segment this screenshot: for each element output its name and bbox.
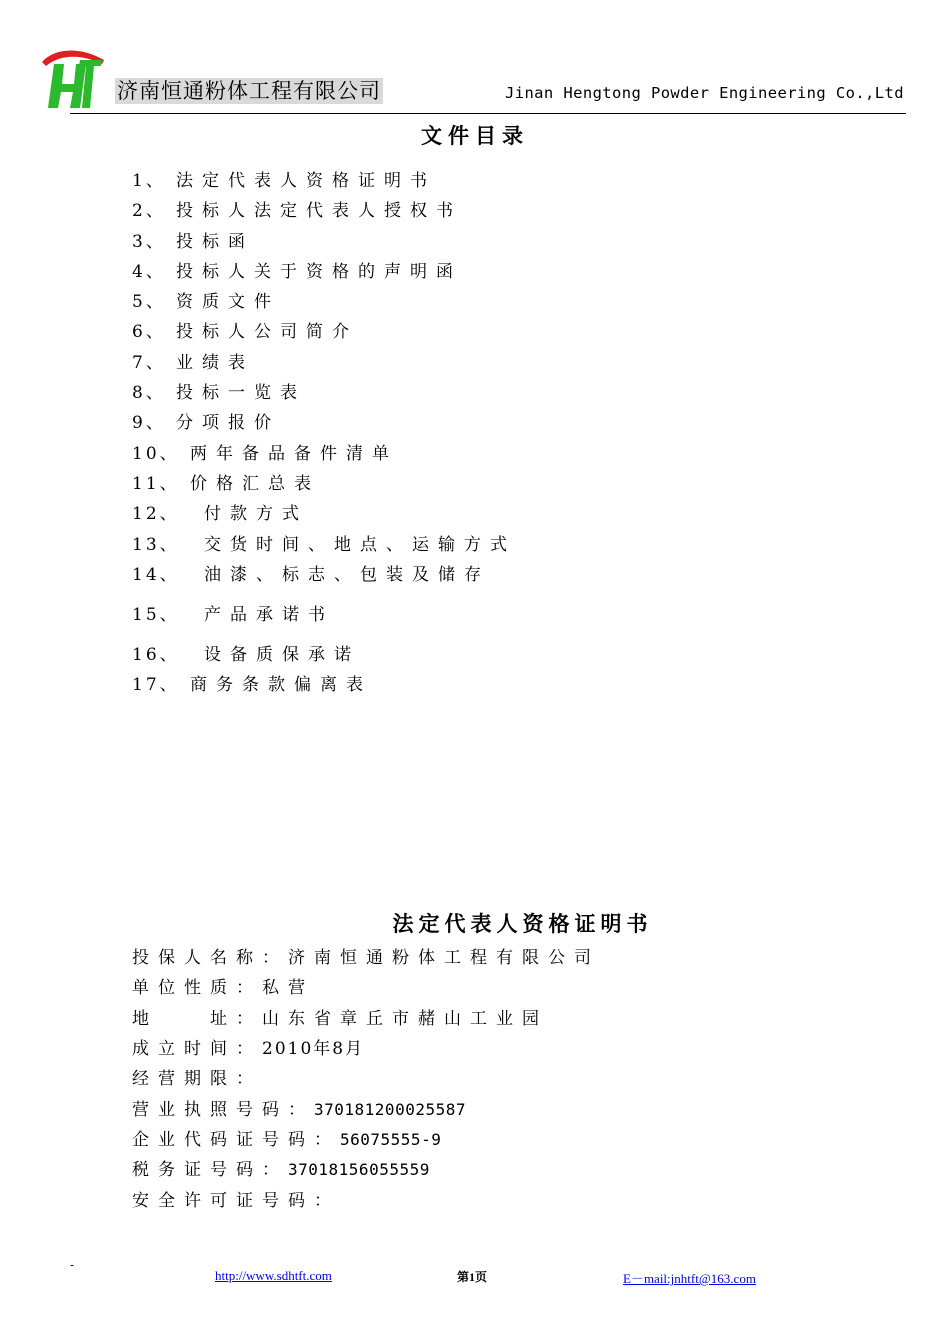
toc-item bbox=[132, 469, 320, 494]
field-label: 营业执照号码： bbox=[132, 1100, 314, 1120]
field-label: 成立时间： bbox=[132, 1039, 262, 1059]
company-logo-icon bbox=[40, 44, 106, 110]
field-row bbox=[132, 1095, 466, 1120]
toc-item-number: 10、 bbox=[132, 444, 180, 464]
toc-item-number: 15、 bbox=[132, 605, 180, 625]
toc-item-number: 5、 bbox=[132, 292, 166, 312]
toc-item-number: 2、 bbox=[132, 201, 166, 221]
field-row bbox=[132, 1155, 430, 1180]
footer-page-number bbox=[457, 1268, 487, 1285]
toc-item-label: 油漆、标志、包装及储存 bbox=[204, 565, 490, 585]
toc-item-number: 7、 bbox=[132, 353, 166, 373]
toc-item-number: 12、 bbox=[132, 504, 180, 524]
toc-item-label: 投标一览表 bbox=[176, 383, 306, 403]
toc-item bbox=[132, 166, 436, 191]
toc-item-number: 8、 bbox=[132, 383, 166, 403]
field-label: 地 址： bbox=[132, 1009, 262, 1029]
company-name-cn: 济南恒通粉体工程有限公司 bbox=[117, 79, 381, 103]
field-label: 单位性质： bbox=[132, 978, 262, 998]
page-number: 第1页 bbox=[457, 1270, 488, 1284]
toc-item-number: 14、 bbox=[132, 565, 180, 585]
toc-item-number: 1、 bbox=[132, 171, 166, 191]
field-value: 56075555-9 bbox=[340, 1130, 442, 1149]
toc-item-number: 13、 bbox=[132, 535, 180, 555]
toc-item-label: 投标函 bbox=[176, 232, 254, 252]
toc-item bbox=[132, 378, 306, 403]
toc-item-number: 16、 bbox=[132, 645, 180, 665]
footer-website[interactable] bbox=[215, 1268, 332, 1284]
field-label: 安全许可证号码： bbox=[132, 1191, 340, 1211]
toc-item bbox=[132, 530, 516, 555]
toc-item-label: 分项报价 bbox=[176, 413, 280, 433]
field-value: 山东省章丘市赭山工业园 bbox=[262, 1009, 548, 1029]
toc-item-label: 价格汇总表 bbox=[190, 474, 320, 494]
toc-item-label: 投标人法定代表人授权书 bbox=[176, 201, 462, 221]
footer-email[interactable] bbox=[623, 1268, 756, 1287]
field-label: 经营期限： bbox=[132, 1069, 262, 1089]
section-title: 法定代表人资格证明书 bbox=[392, 912, 653, 936]
field-label: 税务证号码： bbox=[132, 1160, 288, 1180]
company-name-en: Jinan Hengtong Powder Engineering Co.,Ltd bbox=[504, 84, 904, 102]
field-label: 企业代码证号码： bbox=[132, 1130, 340, 1150]
toc-item-number: 4、 bbox=[132, 262, 166, 282]
field-value: 37018156055559 bbox=[288, 1160, 430, 1179]
toc-item-label: 产品承诺书 bbox=[204, 605, 334, 625]
field-row bbox=[132, 973, 314, 998]
toc-item bbox=[132, 196, 462, 221]
toc-item-label: 设备质保承诺 bbox=[204, 645, 360, 665]
toc-item-number: 3、 bbox=[132, 232, 166, 252]
toc-item-number: 17、 bbox=[132, 675, 180, 695]
toc-item bbox=[132, 348, 254, 373]
toc-item-label: 投标人公司简介 bbox=[176, 322, 358, 342]
toc-item bbox=[132, 257, 462, 282]
toc-item-label: 付款方式 bbox=[204, 504, 308, 524]
toc-item-label: 资质文件 bbox=[176, 292, 280, 312]
field-row bbox=[132, 1125, 441, 1150]
toc-item bbox=[132, 670, 372, 695]
toc-item bbox=[132, 640, 360, 665]
toc-item bbox=[132, 408, 280, 433]
field-label: 投保人名称： bbox=[132, 948, 288, 968]
footer-dash: - bbox=[70, 1258, 75, 1272]
field-value: 私营 bbox=[262, 978, 314, 998]
toc-item-label: 投标人关于资格的声明函 bbox=[176, 262, 462, 282]
field-row bbox=[132, 1064, 262, 1089]
field-row bbox=[132, 1186, 340, 1211]
field-value: 2010年8月 bbox=[262, 1039, 365, 1059]
toc-item-number: 9、 bbox=[132, 413, 166, 433]
field-row bbox=[132, 943, 600, 968]
toc-item-label: 商务条款偏离表 bbox=[190, 675, 372, 695]
field-row bbox=[132, 1004, 548, 1029]
page-header bbox=[40, 40, 906, 116]
toc-item-label: 法定代表人资格证明书 bbox=[176, 171, 436, 191]
toc-title: 文件目录 bbox=[421, 124, 529, 148]
field-row bbox=[132, 1034, 364, 1059]
field-value: 济南恒通粉体工程有限公司 bbox=[288, 948, 600, 968]
toc-item-label: 业绩表 bbox=[176, 353, 254, 373]
toc-item bbox=[132, 287, 280, 312]
toc-item bbox=[132, 499, 308, 524]
toc-item bbox=[132, 439, 398, 464]
toc-item-label: 交货时间、地点、运输方式 bbox=[204, 535, 516, 555]
field-value: 370181200025587 bbox=[314, 1100, 466, 1119]
email-link[interactable]: E－mail:jnhtft@163.com bbox=[623, 1271, 756, 1286]
toc-item-number: 11、 bbox=[132, 474, 180, 494]
toc-item bbox=[132, 227, 254, 252]
toc-item-number: 6、 bbox=[132, 322, 166, 342]
toc-item bbox=[132, 560, 490, 585]
header-divider bbox=[70, 113, 906, 114]
toc-item bbox=[132, 317, 358, 342]
toc-item bbox=[132, 600, 334, 625]
website-link[interactable]: http://www.sdhtft.com bbox=[215, 1268, 332, 1283]
toc-item-label: 两年备品备件清单 bbox=[190, 444, 398, 464]
